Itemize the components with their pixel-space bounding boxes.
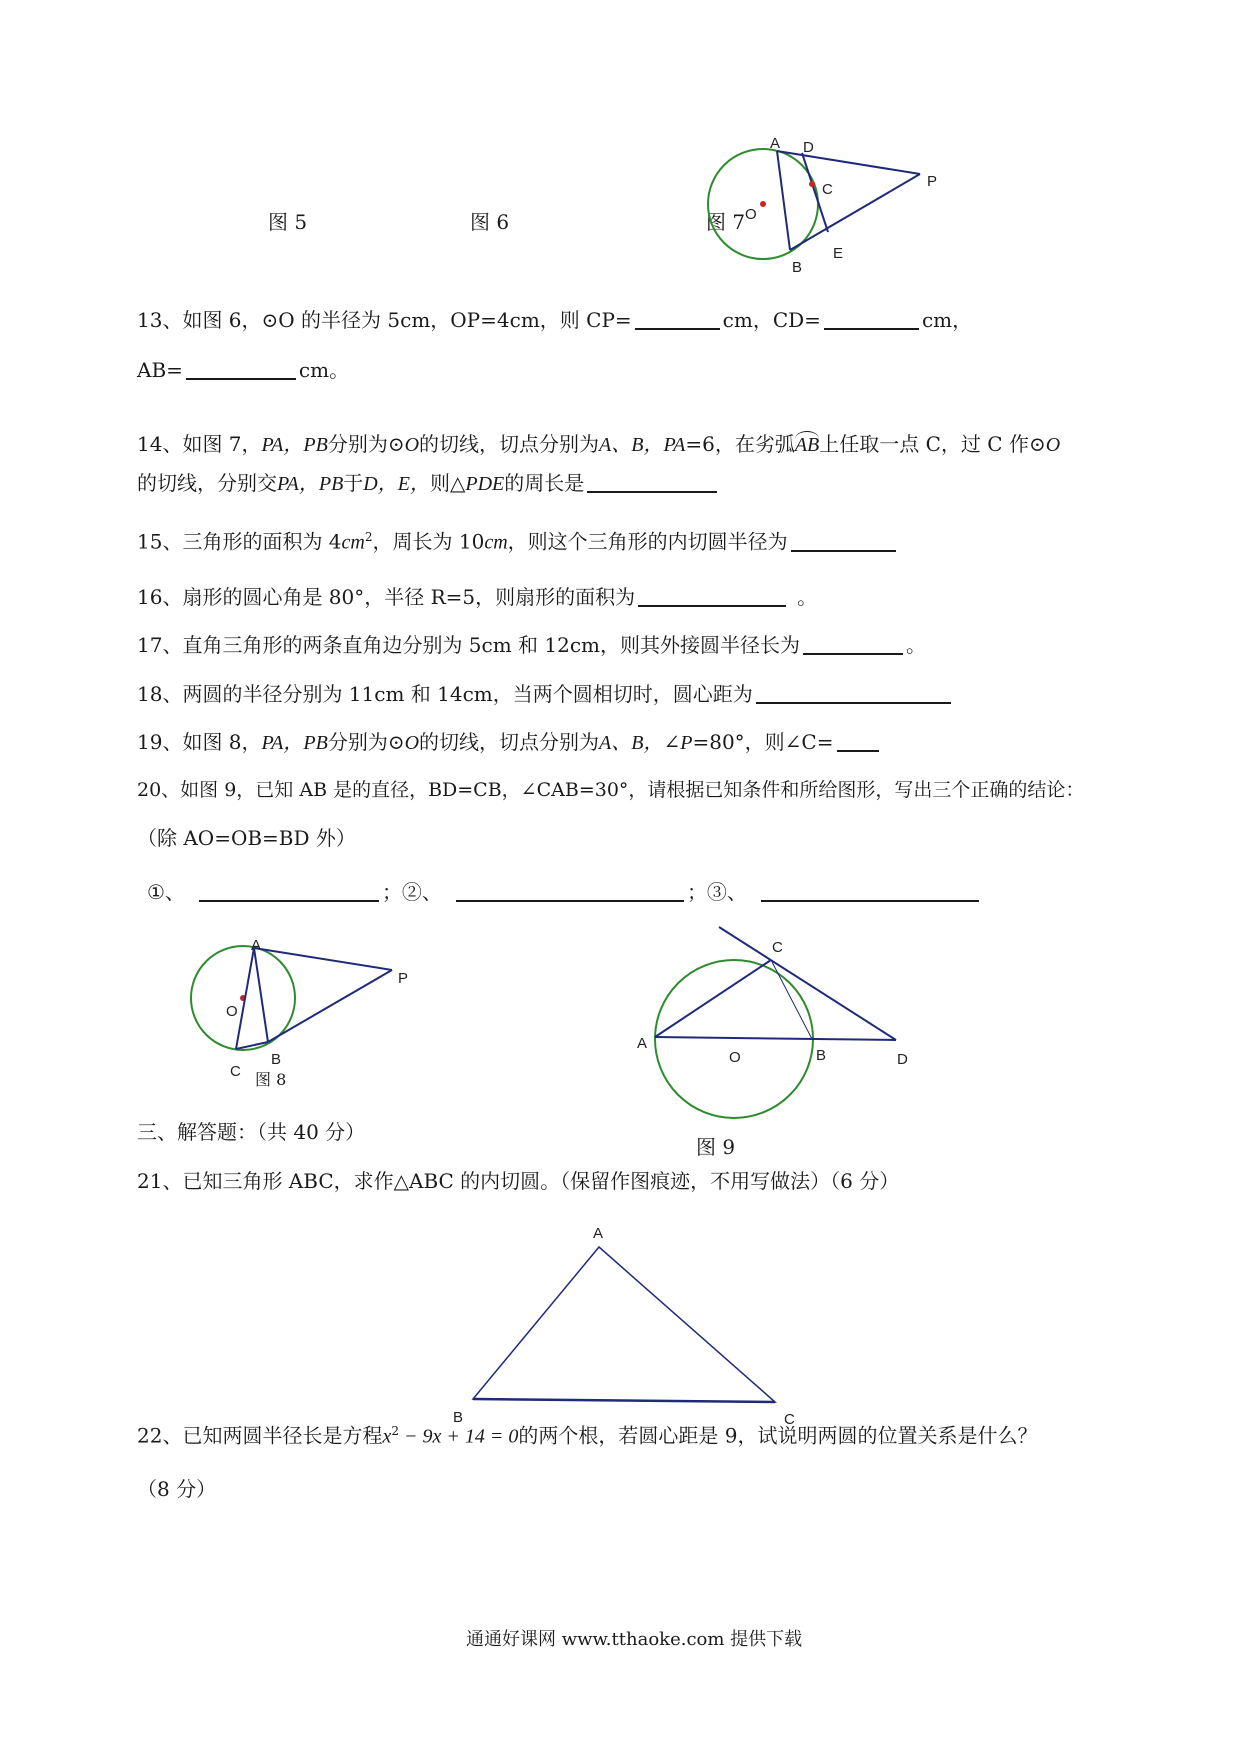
question-20-line1: 20、如图 9，已知 AB 是的直径，BD=CB，∠CAB=30°，请根据已知条件和所给图形，写出三个正确的结论： [137,779,1085,801]
fig7-label-p: P [927,173,938,190]
question-22 [137,1425,1037,1447]
q14-de: D，E， [363,473,430,495]
question-22-score: （8 分） [137,1477,217,1501]
fig8-label-b: B [271,1051,282,1068]
fig8-label-a: A [251,937,262,954]
fig7-label-d: D [803,139,814,156]
page-footer: 通通好课网 www.tthaoke.com 提供下载 [466,1629,803,1650]
fig7-label-a: A [770,135,781,152]
q14-pde: PDE [465,473,505,495]
q13-text-a: 13、如图 6，⊙O 的半径为 5cm，OP=4cm，则 CP= [137,308,632,332]
fig8-label-p: P [398,970,409,987]
fig9-label-d: D [897,1051,908,1068]
q15-text-c: ，则这个三角形的内切圆半径为 [507,529,788,554]
q13-text-b: cm，CD= [722,308,821,332]
fig21-label-c: C [784,1411,795,1428]
q14-o: O [404,434,420,456]
q14-text-d: =6，在劣弧 [685,432,795,456]
q15-cm2: cm [484,531,508,554]
q14-text-a: 14、如图 7， [137,432,262,456]
q22-text-b: 的两个根，若圆心距是 9，试说明两圆的位置关系是什么？ [518,1423,1038,1448]
q22-x: x [382,1425,392,1448]
q20-c2: ；②、 [381,880,442,904]
q19-text-d: =80°，则∠C= [692,730,834,754]
q16-text-a: 16、扇形的圆心角是 80°，半径 R=5，则扇形的面积为 [137,585,636,609]
fig8-caption: 图 8 [255,1070,287,1089]
q14-text-e: 上任取一点 C，过 C 作⊙ [819,432,1046,456]
q14-text-c: 的切线，切点分别为 [419,432,600,456]
section-3-heading: 三、解答题：（共 40 分） [137,1120,366,1144]
q19-text-c: 的切线，切点分别为 [419,730,600,754]
fig9-label-o: O [729,1049,741,1066]
q14-ab-points: A、B，PA [599,434,686,456]
q15-sup: 2 [364,530,373,544]
fig9-label-b: B [816,1047,827,1064]
q20-c3: ；③、 [686,880,747,904]
q14-pa-pb-2: PA，PB [277,473,344,495]
fig5-caption: 图 5 [268,210,308,234]
question-20-line2: （除 AO=OB=BD 外） [137,826,356,850]
q20-c1: ①、 [147,880,185,904]
fig9-label-c: C [772,939,783,956]
q14-o-2: O [1045,434,1061,456]
q15-text-b: ，周长为 10 [372,529,485,554]
q19-ab-angle: A、B，∠P [599,732,693,754]
q14-text-g: 于 [343,471,364,495]
q14-pa-pb: PA，PB [261,434,328,456]
q15-text-a: 15、三角形的面积为 4 [137,529,342,554]
q14-text-f: 的切线，分别交 [137,471,277,495]
fig8-label-o: O [226,1003,238,1020]
triangle-abc [473,1247,775,1402]
q19-text-a: 19、如图 8， [137,730,262,754]
q14-arc-ab: AB [795,431,819,456]
triangle-base-bc [473,1399,775,1402]
q13-text-c: cm， [921,308,973,332]
q13-text-e: cm。 [298,358,350,382]
q17-text-b: 。 [906,633,927,657]
q14-text-i: 的周长是 [504,471,585,495]
q22-sup: 2 [391,1424,399,1438]
q22-text-a: 22、已知两圆半径长是方程 [137,1423,383,1448]
q15-cm: cm [341,531,365,554]
q13-text-d: AB= [137,358,183,382]
q14-text-h: 则△ [429,471,466,495]
fig9-caption: 图 9 [696,1135,736,1159]
fig8-label-c: C [230,1063,241,1080]
question-21: 21、已知三角形 ABC，求作△ABC 的内切圆。（保留作图痕迹，不用写做法）（6 分） [137,1169,900,1193]
q19-text-b: 分别为⊙ [327,730,405,754]
q22-equation: − 9x + 14 = 0 [398,1425,519,1448]
q19-o: O [404,732,420,754]
q14-text-b: 分别为⊙ [327,432,405,456]
fig7-label-o: O [745,206,757,223]
fig21-label-b: B [453,1409,464,1426]
fig6-caption: 图 6 [470,210,510,234]
fig9-label-a: A [637,1035,648,1052]
fig7-label-e: E [833,245,844,262]
fig7-label-b: B [792,259,803,276]
q16-text-b: 。 [797,585,818,609]
fig21-label-a: A [593,1225,604,1242]
q18-text-a: 18、两圆的半径分别为 11cm 和 14cm，当两个圆相切时，圆心距为 [137,682,753,706]
fig7-label-c: C [822,181,833,198]
fig7-caption: 图 7 [706,210,746,234]
q17-text-a: 17、直角三角形的两条直角边分别为 5cm 和 12cm，则其外接圆半径长为 [137,633,801,657]
q19-pa-pb: PA，PB [261,732,328,754]
